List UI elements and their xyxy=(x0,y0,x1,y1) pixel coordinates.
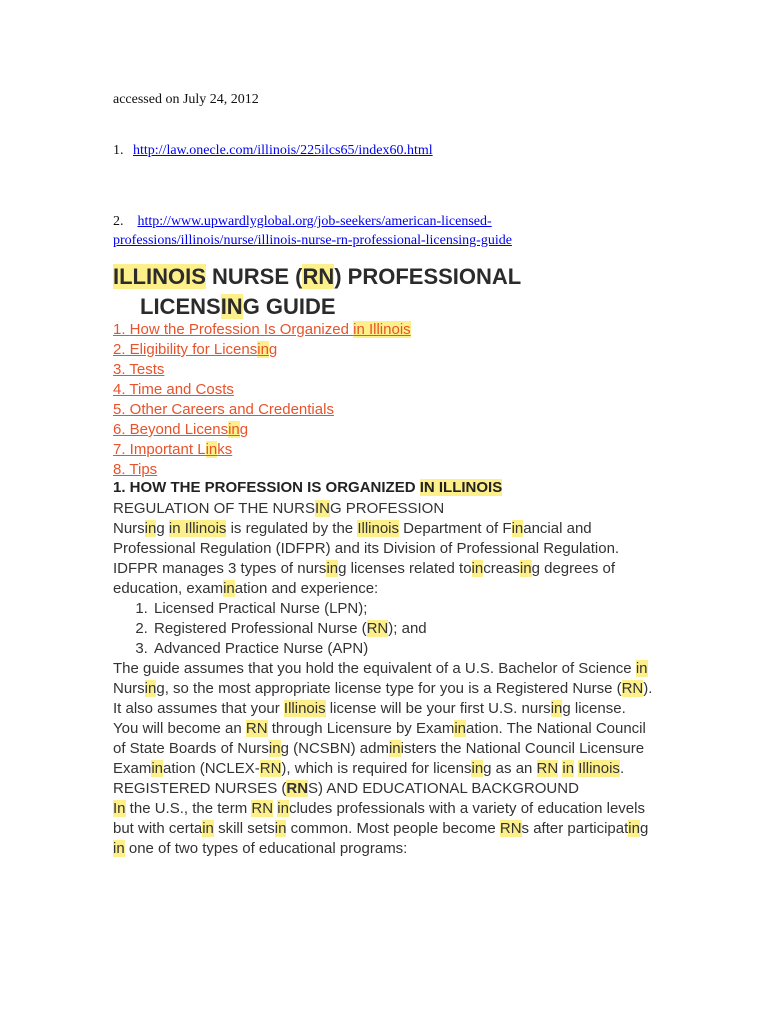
toc-link[interactable]: 4. Time and Costs xyxy=(113,381,234,398)
subheading-registered-nurses: REGISTERED NURSES (RNS) AND EDUCATIONAL BACKGROUND xyxy=(113,780,579,797)
body-text xyxy=(113,499,653,859)
reference-2-link-part2[interactable]: professions/illinois/nurse/illinois-nurse-rn-professional-licensing-guide xyxy=(113,233,512,248)
list-item: 1. Licensed Practical Nurse (LPN); xyxy=(152,599,653,619)
reference-2-link-part1[interactable]: http://www.upwardlyglobal.org/job-seekers/american-licensed- xyxy=(137,214,492,229)
reference-1-link[interactable]: http://law.onecle.com/illinois/225ilcs65/index60.html xyxy=(133,143,433,158)
paragraph-3: In the U.S., the term RN includes professionals with a variety of education levels but with certain skill setsin common. Most people become RNs after participating in one of two types of educational programs: xyxy=(113,800,649,857)
title-word: RN xyxy=(302,264,335,289)
reference-2-link[interactable] xyxy=(113,214,512,248)
accessed-date: accessed on July 24, 2012 xyxy=(113,92,259,107)
table-of-contents xyxy=(113,320,411,480)
list-item: 2. Registered Professional Nurse (RN); and xyxy=(152,619,653,639)
reference-2 xyxy=(113,212,673,250)
title-line-2 xyxy=(113,292,673,322)
toc-link[interactable]: 3. Tests xyxy=(113,361,165,378)
title-word: ) PROFESSIONAL xyxy=(334,264,522,289)
title-word: IN xyxy=(220,294,243,319)
reference-number: 1. xyxy=(113,143,124,158)
subheading-regulation: REGULATION OF THE NURSING PROFESSION xyxy=(113,500,445,517)
paragraph-1: Nursing in Illinois is regulated by the Illinois Department of Financial and Professional Regulation (IDFPR) and its Division of Professional Regulation. IDFPR manages 3 types of nursing licenses related toincreasing degrees of education, examination and experience: xyxy=(113,520,620,597)
toc-link[interactable]: 6. Beyond Licensing xyxy=(113,421,249,438)
toc-link[interactable]: 7. Important Links xyxy=(113,441,233,458)
title-word: ILLINOIS xyxy=(113,264,206,289)
page-title xyxy=(113,262,673,322)
paragraph-2: The guide assumes that you hold the equivalent of a U.S. Bachelor of Science in Nursing, so the most appropriate license type for you is a Registered Nurse (RN). It also assumes that your Illinois license will be your first U.S. nursing license. You will become an RN through Licensure by Examination. The National Council of State Boards of Nursing (NCSBN) administers the National Council Licensure Examination (NCLEX-RN), which is required for licensing as an RN in Illinois. xyxy=(113,660,653,777)
toc-link[interactable]: 5. Other Careers and Credentials xyxy=(113,401,334,418)
license-types-list xyxy=(113,599,653,659)
title-word: G GUIDE xyxy=(242,294,336,319)
reference-number: 2. xyxy=(113,214,124,229)
toc-link[interactable]: 2. Eligibility for Licensing xyxy=(113,341,278,358)
title-word: LICENS xyxy=(140,294,221,319)
toc-link[interactable]: 1. How the Profession Is Organized in Illinois xyxy=(113,321,411,338)
list-item: 3. Advanced Practice Nurse (APN) xyxy=(152,639,653,659)
title-word: NURSE ( xyxy=(205,264,303,289)
section-heading: 1. HOW THE PROFESSION IS ORGANIZED IN ILLINOIS xyxy=(113,479,503,496)
reference-1 xyxy=(113,143,433,159)
toc-link[interactable]: 8. Tips xyxy=(113,461,158,478)
